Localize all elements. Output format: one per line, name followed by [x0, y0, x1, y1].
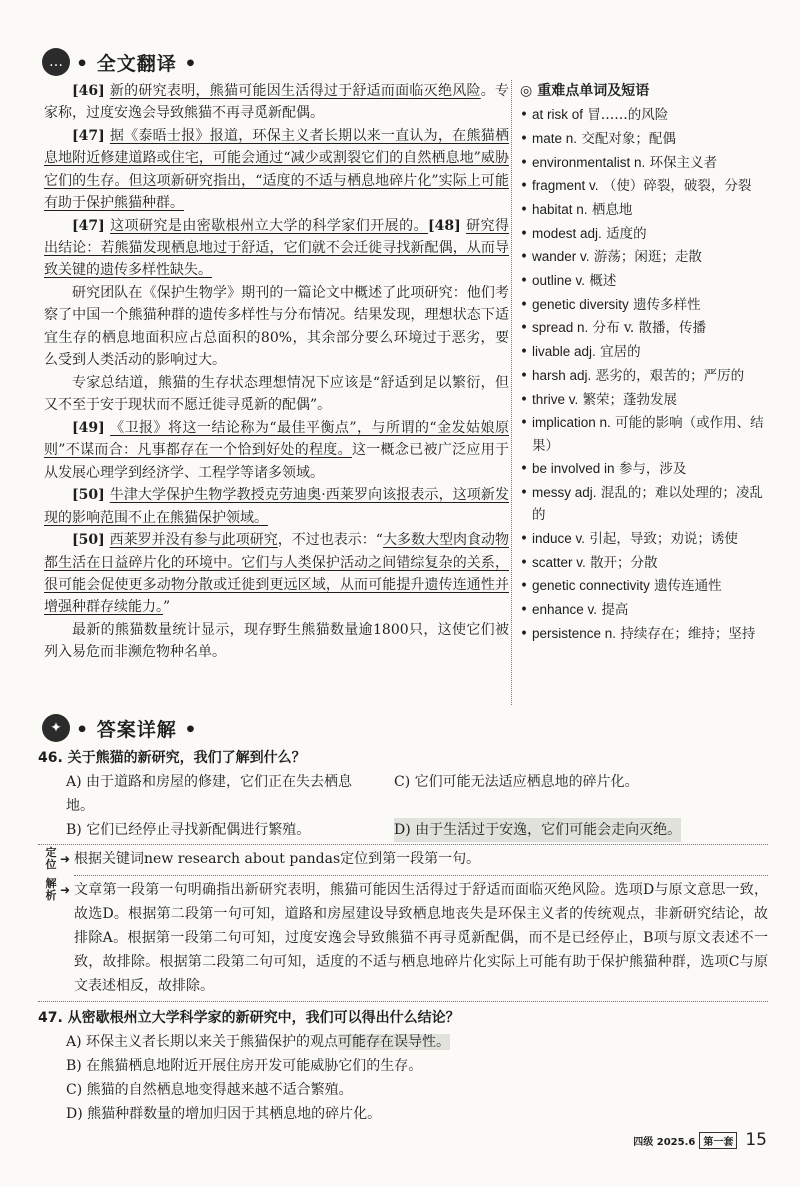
- question-46-stem: 46. 关于熊猫的新研究，我们了解到什么？: [38, 750, 306, 766]
- vocab-meaning: （使）碎裂，破裂，分裂: [602, 178, 752, 195]
- translation-segment: 研究得出结论：若熊猫发现栖息地过于舒适，它们就不会迁徙寻找新配偶，从而导致关键的遗传多样性缺失。: [44, 217, 509, 279]
- translation-segment: 西莱罗并没有参与此项研究: [109, 532, 278, 549]
- vocab-item: [520, 412, 770, 457]
- bullet-icon: •: [520, 320, 528, 337]
- bullet-icon: •: [520, 367, 528, 384]
- vocab-entry: [532, 317, 706, 339]
- bullet-icon: •: [520, 178, 528, 195]
- vocab-term: genetic diversity: [532, 296, 629, 312]
- answer-section-title: • 答案详解 •: [76, 718, 198, 741]
- vocab-item: [520, 552, 770, 574]
- translation-paragraph: [44, 80, 509, 125]
- q46-option-d: D) 由于生活过于安逸，它们可能会走向灭绝。: [394, 818, 681, 842]
- translation-segment: 研究团队在《保护生物学》期刊的一篇论文中概述了此项研究：他们考察了中国一个熊猫种群的遗传多样性与分布情况。结果发现，理想状态下适宜生存的栖息地面积应占总面积的80%，其余部分要么环境过于恶劣，要么受到人类活动的影响过大。: [44, 285, 509, 369]
- q47-option-a-text: A) 环保主义者长期以来关于熊猫保护的观点: [66, 1034, 339, 1050]
- q46-option-a: A) 由于道路和房屋的修建，它们正在失去栖息地。: [66, 774, 353, 814]
- vocab-item: [520, 104, 770, 126]
- bullet-icon: •: [520, 249, 528, 266]
- vocab-meaning: 持续存在；维持；坚持: [620, 625, 756, 642]
- vocab-meaning: 宜居的: [600, 344, 641, 361]
- translation-paragraph: [44, 372, 509, 417]
- vocab-entry: [532, 389, 677, 411]
- bullet-icon: •: [520, 391, 528, 408]
- vocab-meaning: 混乱的；难以处理的；凌乱的: [532, 484, 763, 524]
- translation-paragraph: [44, 417, 509, 484]
- vocab-meaning: 交配对象；配偶: [581, 130, 676, 147]
- answer-section-header: [42, 714, 198, 742]
- vocab-term: persistence n.: [532, 625, 617, 641]
- translation-paragraph: [44, 529, 509, 618]
- translation-segment: 《卫报》将这一结论称为“最佳平衡点”，与所谓的“金发姑娘原则”不谋而合：凡事都存在一个恰到好处的程度。: [44, 419, 509, 459]
- q46-option-b: B) 它们已经停止寻找新配偶进行繁殖。: [66, 822, 311, 838]
- vocab-term: genetic connectivity: [532, 578, 650, 594]
- translation-section-title: • 全文翻译 •: [76, 52, 198, 75]
- vocab-meaning: 分布 v. 散播，传播: [592, 320, 706, 337]
- question-ref-marker: [47]: [72, 217, 111, 234]
- translation-segment: 。专家称，过度安逸会导致熊猫不再寻觅新配偶。: [44, 83, 510, 122]
- translation-paragraph: [44, 282, 509, 371]
- vocab-meaning: 提高: [601, 601, 629, 618]
- vocab-item: [520, 152, 770, 174]
- bullet-icon: •: [520, 296, 528, 313]
- locate-tag: 定位: [45, 846, 57, 871]
- translation-segment: 牛津大学保护生物学教授克劳迪奥·西莱罗向该报表示，这项新发现的影响范围不止在熊猫保护领域。: [44, 487, 510, 526]
- vocab-meaning: 引起，导致；劝说；诱使: [589, 530, 738, 547]
- vocab-term: implication n.: [532, 415, 611, 431]
- vocab-meaning: 遗传连通性: [654, 578, 722, 595]
- question-ref-marker: [49]: [72, 419, 111, 436]
- vocab-meaning: 可能的影响（或作用、结果）: [532, 415, 764, 454]
- vocab-entry: [532, 365, 744, 387]
- vocab-entry: [532, 270, 616, 292]
- q47-option-b: B) 在熊猫栖息地附近开展住房开发可能威胁它们的生存。: [66, 1058, 423, 1074]
- bullet-icon: •: [520, 484, 528, 501]
- vocab-list: [520, 104, 770, 645]
- vocab-entry: [532, 575, 722, 597]
- translation-section-header: [42, 48, 198, 76]
- question-ref-marker: [50]: [72, 487, 110, 504]
- bullet-icon: •: [520, 130, 528, 147]
- target-icon: ◎: [520, 83, 533, 99]
- translation-paragraph: [44, 484, 509, 529]
- vocab-term: enhance v.: [532, 601, 598, 617]
- vocab-term: harsh adj.: [532, 367, 592, 383]
- vocab-entry: [532, 482, 770, 527]
- q46-option-c: C) 它们可能无法适应栖息地的碎片化。: [394, 774, 639, 790]
- q46-locate: [45, 846, 768, 871]
- vocab-term: induce v.: [532, 530, 586, 546]
- vocab-term: thrive v.: [532, 391, 579, 407]
- vocab-entry: [532, 341, 641, 363]
- vocab-item: [520, 270, 770, 292]
- translation-paragraph: [44, 215, 509, 282]
- page-footer: [633, 1130, 767, 1150]
- vocab-term: modest adj.: [532, 225, 602, 241]
- bullet-icon: •: [520, 225, 528, 242]
- vocab-term: scatter v.: [532, 554, 586, 570]
- vocab-term: fragment v.: [532, 178, 599, 194]
- vocab-item: [520, 623, 770, 645]
- question-ref-marker: [47]: [72, 128, 110, 145]
- vocab-term: be involved in: [532, 461, 615, 477]
- locate-text: 根据关键词new research about pandas定位到第一段第一句。: [74, 851, 481, 867]
- translation-segment: 这一概念已被广泛应用于从发展心理学到经济学、工程学等诸多领域。: [44, 442, 510, 481]
- issue-label: 四级 2025.6: [633, 1136, 696, 1148]
- vocab-entry: [532, 458, 686, 480]
- vocab-column: [520, 80, 770, 646]
- translation-segment: 这项研究是由密歇根州立大学的科学家们开展的。: [110, 217, 429, 234]
- speech-bubble-icon: …: [42, 48, 70, 76]
- translation-segment: ”: [163, 599, 171, 616]
- translation-segment: 最新的熊猫数量统计显示，现存野生熊猫数量逾1800只，这使它们被列入易危而非濒危物种名单。: [44, 622, 509, 661]
- vocab-entry: [532, 412, 770, 457]
- vocab-meaning: 环保主义者: [649, 154, 718, 171]
- vocab-term: habitat n.: [532, 202, 588, 218]
- arrow-right-icon: ➜: [60, 852, 71, 866]
- translation-paragraph: [44, 619, 509, 664]
- translation-segment: 据《泰晤士报》报道，环保主义者长期以来一直认为，在熊猫栖息地附近修建道路或住宅，可能会通过“减少或割裂它们的自然栖息地”威胁它们的生存。但这项新研究指出，“适度的不适与栖息地碎片化”实际上可能有助于保护熊猫种群。: [44, 128, 509, 211]
- question-ref-marker: [46]: [72, 83, 110, 99]
- vocab-item: [520, 223, 770, 245]
- vocab-entry: [532, 599, 628, 621]
- vocab-entry: [532, 246, 702, 268]
- question-ref-marker: [50]: [72, 532, 110, 549]
- vocab-term: livable adj.: [532, 344, 596, 360]
- vocab-term: messy adj.: [532, 484, 597, 500]
- vocab-header: [520, 80, 770, 102]
- q46-analysis: [45, 875, 768, 998]
- bullet-icon: •: [520, 344, 528, 361]
- vocab-meaning: 适度的: [606, 225, 647, 242]
- bullet-icon: •: [520, 107, 528, 124]
- vocab-term: mate n.: [532, 130, 578, 146]
- q47-option-a-highlight: 可能存在误导性。: [338, 1034, 451, 1050]
- bullet-icon: •: [520, 461, 528, 478]
- translation-paragraph: [44, 125, 509, 214]
- bullet-icon: •: [520, 601, 528, 618]
- vocab-meaning: 散开；分散: [590, 554, 658, 571]
- vocab-meaning: 参与，涉及: [618, 461, 687, 478]
- vocab-entry: [532, 199, 632, 221]
- vocab-meaning: 冒……的风险: [587, 107, 669, 124]
- q46-options-row-1: [38, 770, 768, 818]
- vocab-entry: [532, 294, 701, 316]
- translation-segment: ，不过也表示：“: [277, 532, 383, 549]
- bullet-icon: •: [520, 202, 528, 219]
- vocab-meaning: 栖息地: [591, 202, 633, 219]
- vocab-item: [520, 575, 770, 597]
- vocab-meaning: 游荡；闲逛；走散: [593, 249, 702, 266]
- answer-details: [38, 746, 768, 1126]
- vocab-item: [520, 365, 770, 387]
- q47-option-d: D) 熊猫种群数量的增加归因于其栖息地的碎片化。: [66, 1106, 382, 1122]
- vocab-item: [520, 294, 770, 316]
- vocab-item: [520, 599, 770, 621]
- page-number: 15: [745, 1130, 767, 1150]
- vocab-meaning: 概述: [589, 273, 617, 290]
- q46-explanation: [38, 844, 768, 1002]
- question-47-stem: 47. 从密歇根州立大学科学家的新研究中，我们可以得出什么结论？: [38, 1010, 460, 1026]
- vocab-item: [520, 341, 770, 363]
- bullet-icon: •: [520, 578, 528, 595]
- q47-option-c: C) 熊猫的自然栖息地变得越来越不适合繁殖。: [66, 1082, 353, 1098]
- q47-option-a: [38, 1030, 768, 1054]
- vocab-meaning: 遗传多样性: [633, 296, 701, 313]
- translation-segment: 新的研究表明，熊猫可能因生活得过于舒适而面临灭绝风险: [109, 83, 481, 99]
- vocab-meaning: 恶劣的，艰苦的；严厉的: [595, 367, 745, 384]
- vocab-item: [520, 317, 770, 339]
- lightbulb-icon: ✦: [42, 714, 70, 742]
- column-divider: [511, 80, 512, 705]
- vocab-item: [520, 389, 770, 411]
- vocab-term: outline v.: [532, 273, 586, 289]
- vocab-meaning: 繁荣；蓬勃发展: [582, 391, 678, 408]
- vocab-entry: [532, 623, 755, 645]
- analysis-text: 文章第一段第一句明确指出新研究表明，熊猫可能因生活得过于舒适而面临灭绝风险。选项D与原文意思一致，故选D。根据第二段第一句可知，道路和房屋建设导致栖息地丧失是环保主义者的传统观点，非新研究结论，故排除A。根据第一段第二句可知，过度安逸会导致熊猫不再寻觅新配偶，而不是已经停止，B项与原文表述不一致，故排除。根据第二段第二句可知，适度的不适与栖息地碎片化实际上可能有助于保护熊猫种群，选项C与原文表述相反，故排除。: [74, 882, 768, 994]
- vocab-item: [520, 528, 770, 550]
- translation-segment: 专家总结道，熊猫的生存状态理想情况下应该是“舒适到足以繁衍，但又不至于安于现状而不愿迁徙寻觅新的配偶”。: [44, 374, 509, 414]
- vocab-entry: [532, 175, 751, 197]
- vocab-item: [520, 458, 770, 480]
- vocab-item: [520, 482, 770, 527]
- vocab-entry: [532, 104, 668, 126]
- arrow-right-icon: ➜: [60, 883, 71, 897]
- translation-segment: 大多数大型肉食动物都生活在日益碎片化的环境中。它们与人类保护活动之间错综复杂的关系，很可能会促使更多动物分散或迁徙到更远区域，从而可能提升遗传连通性并增强种群存续能力。: [44, 532, 510, 616]
- set-badge: 第一套: [699, 1132, 737, 1149]
- bullet-icon: •: [520, 273, 528, 290]
- bullet-icon: •: [520, 554, 528, 571]
- vocab-entry: [532, 528, 738, 550]
- vocab-entry: [532, 128, 676, 150]
- bullet-icon: •: [520, 154, 528, 171]
- vocab-title: 重难点单词及短语: [537, 83, 650, 99]
- bullet-icon: •: [520, 415, 528, 432]
- vocab-item: [520, 246, 770, 268]
- bullet-icon: •: [520, 530, 528, 547]
- vocab-item: [520, 175, 770, 197]
- analysis-tag: 解析: [45, 877, 57, 902]
- vocab-term: wander v.: [532, 249, 590, 265]
- vocab-item: [520, 199, 770, 221]
- vocab-item: [520, 128, 770, 150]
- bullet-icon: •: [520, 625, 528, 642]
- vocab-term: environmentalist n.: [532, 154, 646, 170]
- vocab-entry: [532, 552, 658, 574]
- q46-options-row-2: [38, 818, 768, 842]
- vocab-entry: [532, 152, 717, 174]
- question-ref-marker: [48]: [428, 217, 467, 234]
- translation-column: [44, 80, 509, 664]
- vocab-term: at risk of: [532, 107, 584, 123]
- vocab-entry: [532, 223, 647, 245]
- vocab-term: spread n.: [532, 320, 589, 336]
